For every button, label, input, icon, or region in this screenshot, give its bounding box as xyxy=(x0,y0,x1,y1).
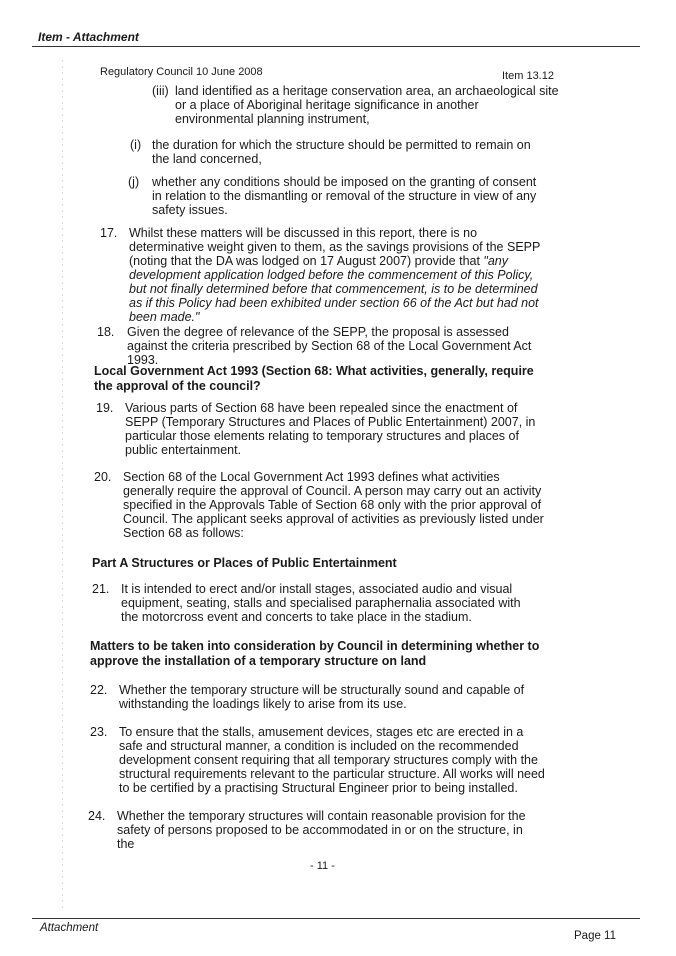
section-heading: Local Government Act 1993 (Section 68: What activities, generally, require the approval of the council? xyxy=(94,364,534,393)
item-reference: Item 13.12 xyxy=(502,70,554,82)
paragraph-text: Various parts of Section 68 have been repealed since the enactment of SEPP (Temporary Structures and Places of Public Entertainment) 2007, in particular those elements relating to temporary structures and places of public entertainment. xyxy=(125,401,536,457)
section-heading: Part A Structures or Places of Public Entertainment xyxy=(92,556,397,570)
paragraph-text: Given the degree of relevance of the SEPP, the proposal is assessed against the criteria prescribed by Section 68 of the Local Government Act 1993. xyxy=(127,325,532,367)
attachment-header: Item - Attachment xyxy=(38,30,139,44)
paragraph-number: 18. xyxy=(97,325,115,339)
paragraph-text: It is intended to erect and/or install stages, associated audio and visual equipment, seating, stalls and specialised paraphernalia associated with the motorcross event and concerts to take place in the stadium. xyxy=(121,582,521,624)
section-heading: Matters to be taken into consideration by Council in determining whether to approve the installation of a temporary structure on land xyxy=(90,639,540,668)
clause-text: whether any conditions should be imposed on the granting of consent in relation to the dismantling or removal of the structure in view of any safety issues. xyxy=(152,175,537,217)
meeting-label: Regulatory Council 10 June 2008 xyxy=(100,66,263,78)
paragraph-text: Whether the temporary structures will contain reasonable provision for the safety of persons proposed to be accommodated in or on the structure, in the xyxy=(117,809,526,851)
paragraph-number: 23. xyxy=(90,725,108,739)
paragraph-text: Whether the temporary structure will be structurally sound and capable of withstanding the loadings likely to arise from its use. xyxy=(119,683,525,711)
footer-label: Attachment xyxy=(40,922,99,934)
page-marker: - 11 - xyxy=(310,860,335,872)
paragraph-text: Section 68 of the Local Government Act 1993 defines what activities generally require the approval of Council. A person may carry out an activity specified in the Approvals Table of Section 68 only with the prior approval of Council. The applicant seeks approval of activities as previously listed under Section 68 as follows: xyxy=(123,470,544,540)
paragraph-number: 17. xyxy=(100,226,118,240)
clause-number: (iii) xyxy=(152,84,169,98)
savings-provision-quote: "any development application lodged before the commencement of this Policy, but not finally determined before that commencement, is to be determined as if this Policy had been exhibited under section 66 of the Act but had not been made." xyxy=(129,254,539,324)
paragraph-17-text: Whilst these matters will be discussed in this report, there is no determinative weight given to them, as the savings provisions of the SEPP (noting that the DA was lodged on 17 August 2007) provide that "any development application lodged before the commencement of this Policy, but not finally determined before that commencement, is to be determined as if this Policy had been exhibited under section 66 of the Act but had not been made." xyxy=(129,226,541,324)
footer-rule xyxy=(32,918,640,919)
clause-number: (i) xyxy=(130,138,142,152)
header-rule xyxy=(32,46,640,47)
paragraph-number: 22. xyxy=(90,683,108,697)
paragraph-text: To ensure that the stalls, amusement devices, stages etc are erected in a safe and structural manner, a condition is included on the recommended development consent requiring that all temporary structures comply with the structural requirements relevant to the particular structure. All works will need to be certified by a practising Structural Engineer prior to being installed. xyxy=(119,725,545,795)
clause-text: land identified as a heritage conservation area, an archaeological site or a place of Aboriginal heritage significance in another environmental planning instrument, xyxy=(175,84,559,126)
paragraph-number: 24. xyxy=(88,809,106,823)
paragraph-number: 21. xyxy=(92,582,110,596)
paragraph-number: 20. xyxy=(94,470,112,484)
margin-guide xyxy=(62,60,63,910)
clause-text: the duration for which the structure should be permitted to remain on the land concerned, xyxy=(152,138,531,166)
clause-number: (j) xyxy=(128,175,140,189)
page-number: Page 11 xyxy=(574,930,616,942)
paragraph-number: 19. xyxy=(96,401,114,415)
